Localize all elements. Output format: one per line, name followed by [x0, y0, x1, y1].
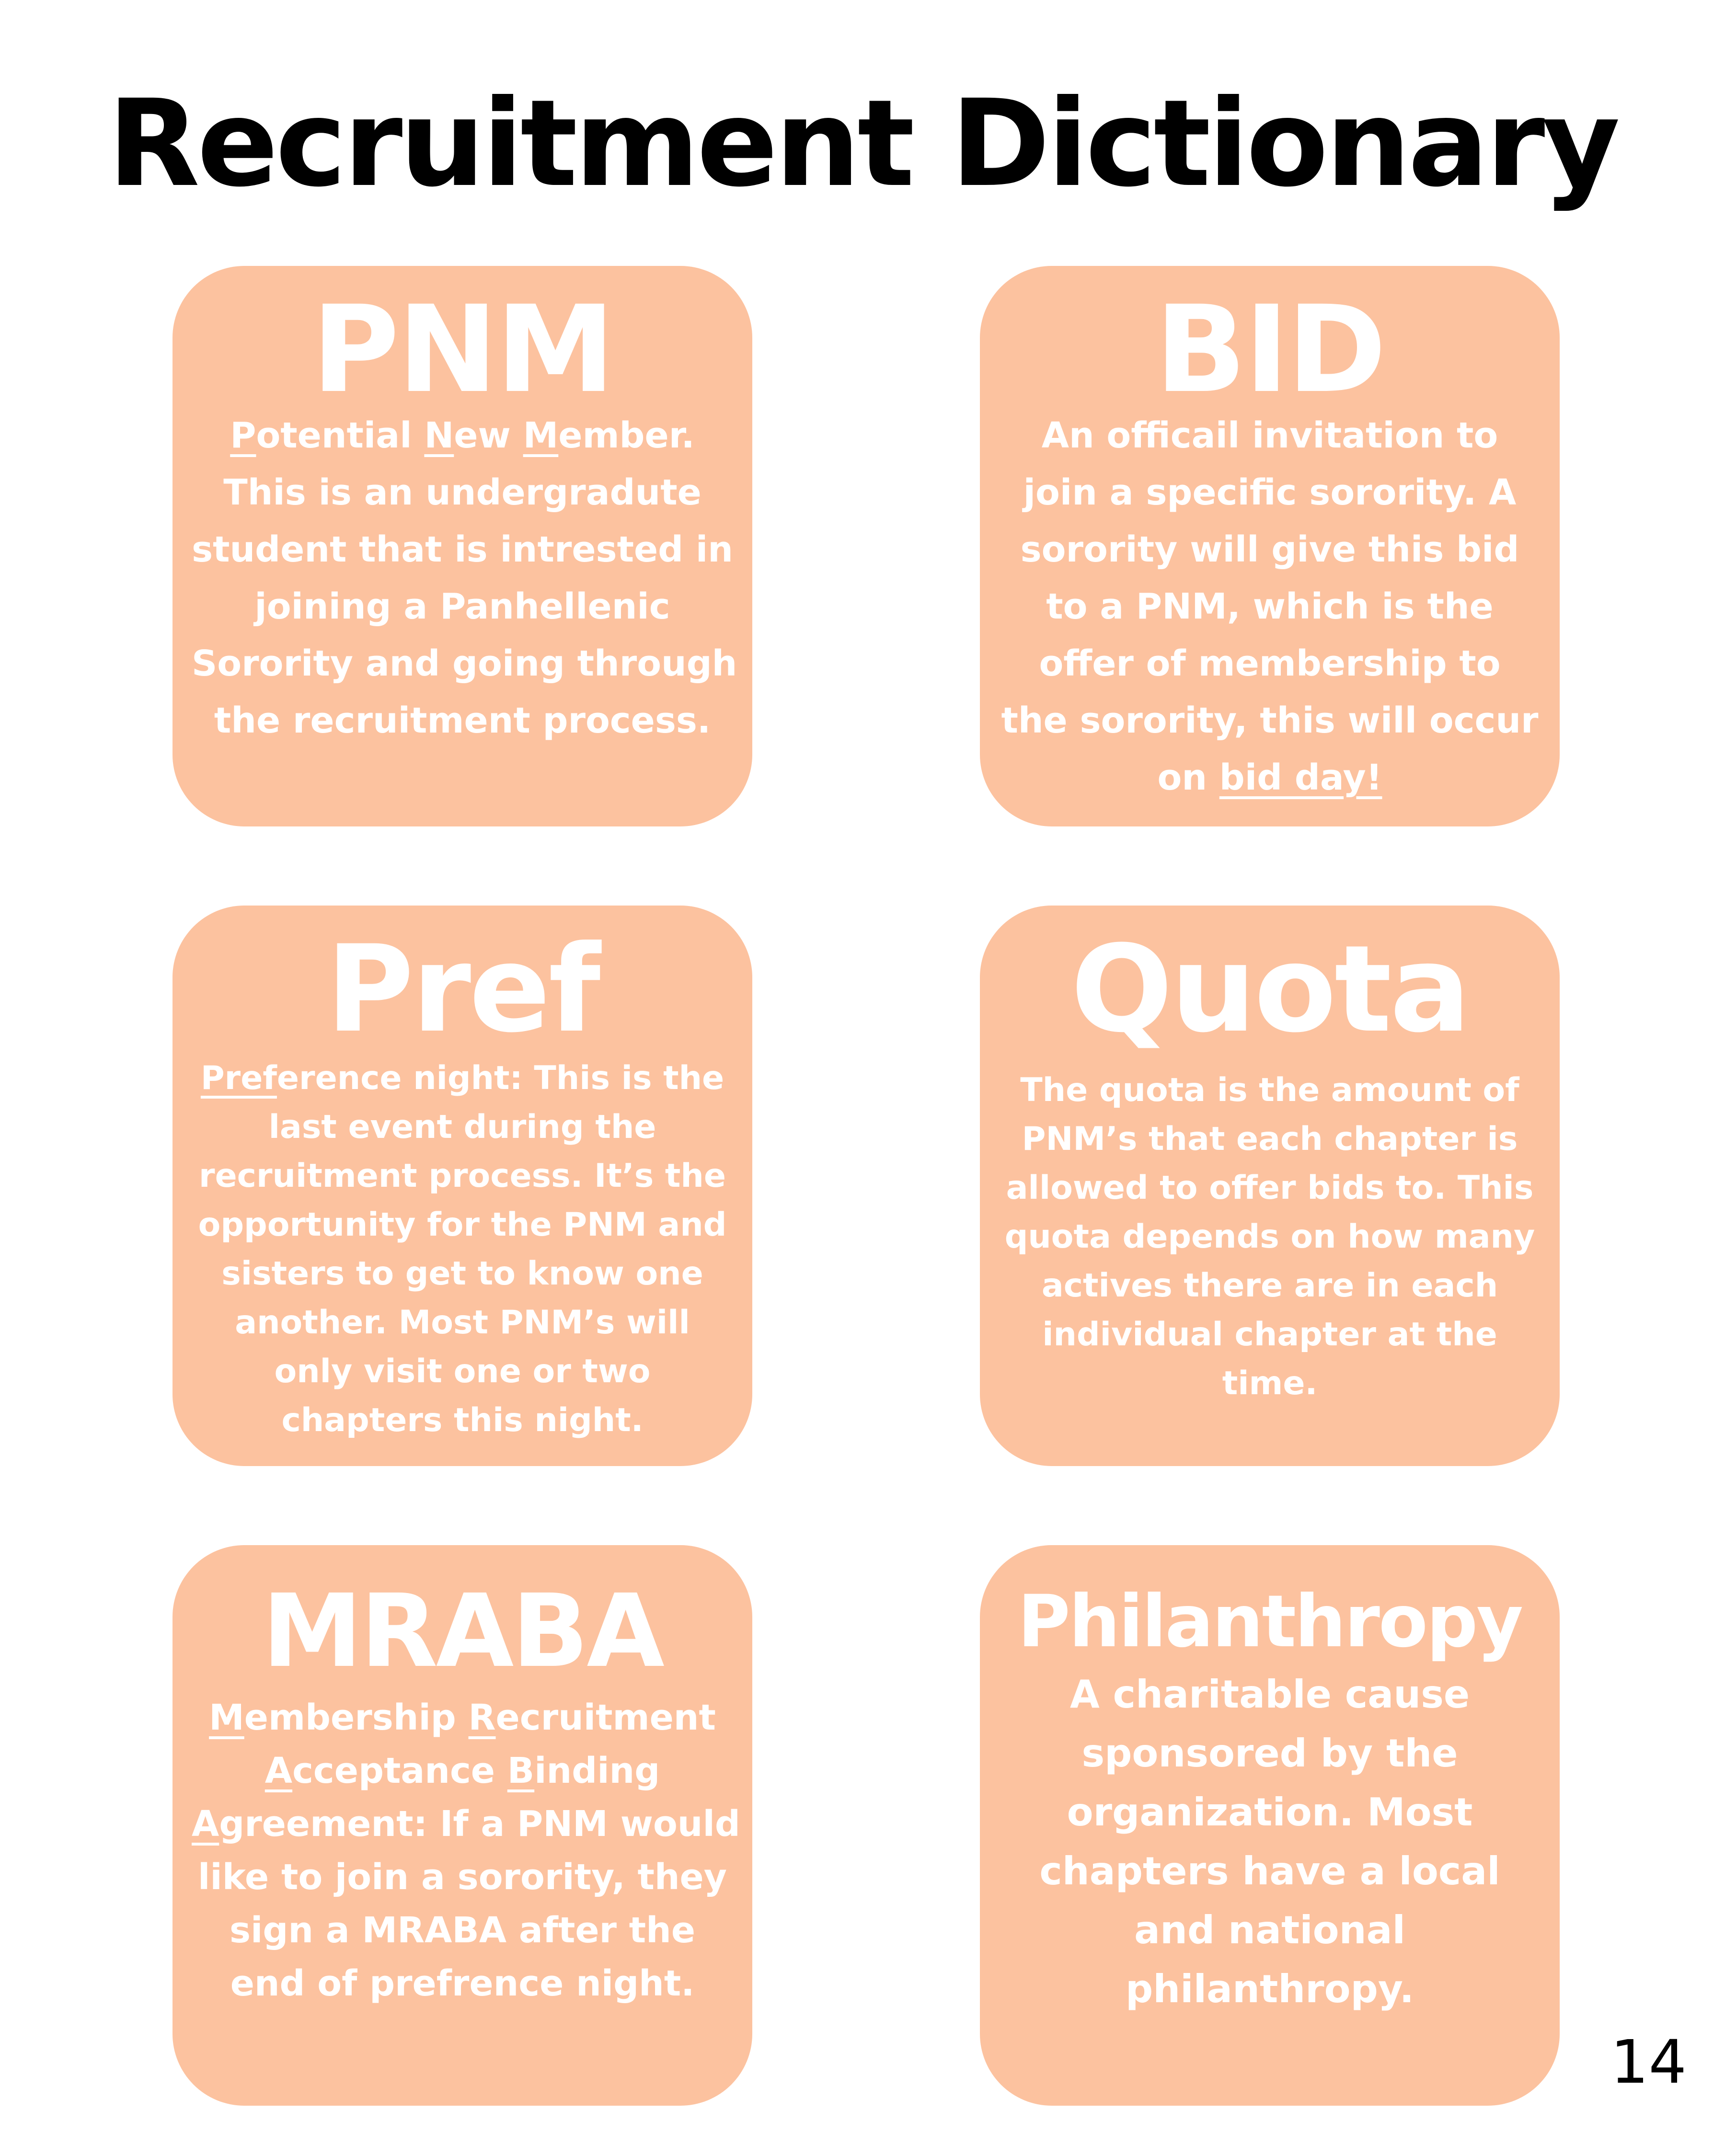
definition-line: An officail invitation to	[1041, 415, 1498, 456]
card-term: Pref	[326, 919, 599, 1059]
underlined-text: R	[468, 1697, 496, 1738]
definition-line: Acceptance Binding	[264, 1750, 660, 1791]
definition-line: and national	[1134, 1908, 1405, 1952]
definition-line: the recruitment process.	[214, 700, 711, 741]
definition-line: The quota is the amount of	[1020, 1071, 1519, 1109]
card-mraba	[172, 1545, 752, 2106]
card-term: BID	[1155, 280, 1385, 419]
definition-line: to a PNM, which is the	[1046, 586, 1494, 627]
definition-line: opportunity for the PNM and	[198, 1206, 727, 1244]
card-definition	[999, 1066, 1541, 1408]
definition-line: quota depends on how many	[1004, 1218, 1535, 1256]
definition-line: time.	[1222, 1365, 1318, 1402]
definition-line: sisters to get to know one	[221, 1255, 703, 1293]
definition-line: A charitable cause	[1070, 1672, 1470, 1717]
definition-line: Sorority and going through	[192, 643, 737, 684]
underlined-text: A	[264, 1750, 293, 1791]
definition-line: like to join a sorority, they	[198, 1857, 727, 1898]
definition-line: chapters have a local	[1039, 1849, 1500, 1893]
definition-line: on bid day!	[1157, 757, 1382, 798]
definition-line: joining a Panhellenic	[254, 586, 670, 627]
definition-line: PNM’s that each chapter is	[1022, 1120, 1518, 1158]
underlined-text: B	[507, 1750, 535, 1791]
definition-line: offer of membership to	[1039, 643, 1501, 684]
definition-line: join a specific sorority. A	[1023, 472, 1517, 513]
definition-line: Potential New Member.	[230, 415, 695, 456]
definition-line: individual chapter at the	[1042, 1316, 1497, 1353]
definition-line: another. Most PNM’s will	[235, 1304, 690, 1342]
definition-line: organization. Most	[1067, 1790, 1473, 1835]
card-definition	[999, 407, 1541, 806]
card-pnm	[172, 266, 752, 826]
definition-line: end of prefrence night.	[230, 1963, 695, 2004]
definition-line: sign a MRABA after the	[229, 1910, 696, 1951]
page-title: Recruitment Dictionary	[107, 74, 1618, 213]
underlined-text: bid day!	[1219, 757, 1382, 798]
underlined-text: Pref	[200, 1059, 277, 1097]
definition-line: student that is intrested in	[192, 529, 733, 570]
definition-line: sponsored by the	[1081, 1731, 1458, 1776]
definition-line: only visit one or two	[274, 1353, 651, 1390]
card-bid	[980, 266, 1560, 826]
card-pref	[172, 906, 752, 1466]
definition-line: chapters this night.	[281, 1401, 644, 1439]
definition-line: Preference night: This is the	[200, 1059, 724, 1097]
underlined-text: P	[230, 415, 256, 456]
definition-line: sorority will give this bid	[1020, 529, 1519, 570]
underlined-text: M	[523, 415, 559, 456]
underlined-text: N	[424, 415, 454, 456]
definition-line: recruitment process. It’s the	[199, 1157, 726, 1195]
card-definition	[999, 1665, 1541, 2018]
definition-line: actives there are in each	[1041, 1267, 1498, 1305]
definition-line: Agreement: If a PNM would	[192, 1803, 740, 1845]
definition-line: Membership Recruitment	[209, 1697, 716, 1738]
definition-line: last event during the	[268, 1108, 656, 1146]
card-term: Quota	[1070, 919, 1469, 1059]
underlined-text: M	[209, 1697, 244, 1738]
definition-line: This is an undergradute	[223, 472, 702, 513]
definition-line: the sorority, this will occur	[1001, 700, 1539, 741]
card-definition	[192, 1691, 740, 2010]
card-term: PNM	[311, 280, 613, 419]
definition-line: allowed to offer bids to. This	[1006, 1169, 1534, 1207]
definition-line: philanthropy.	[1125, 1967, 1414, 2011]
card-term: MRABA	[262, 1572, 663, 1690]
card-definition	[192, 407, 737, 749]
card-term: Philanthropy	[1017, 1580, 1522, 1663]
card-philanthropy	[980, 1545, 1560, 2106]
underlined-text: A	[192, 1803, 219, 1845]
page-number: 14	[1610, 2028, 1687, 2097]
card-definition	[192, 1054, 733, 1445]
card-quota	[980, 906, 1560, 1466]
